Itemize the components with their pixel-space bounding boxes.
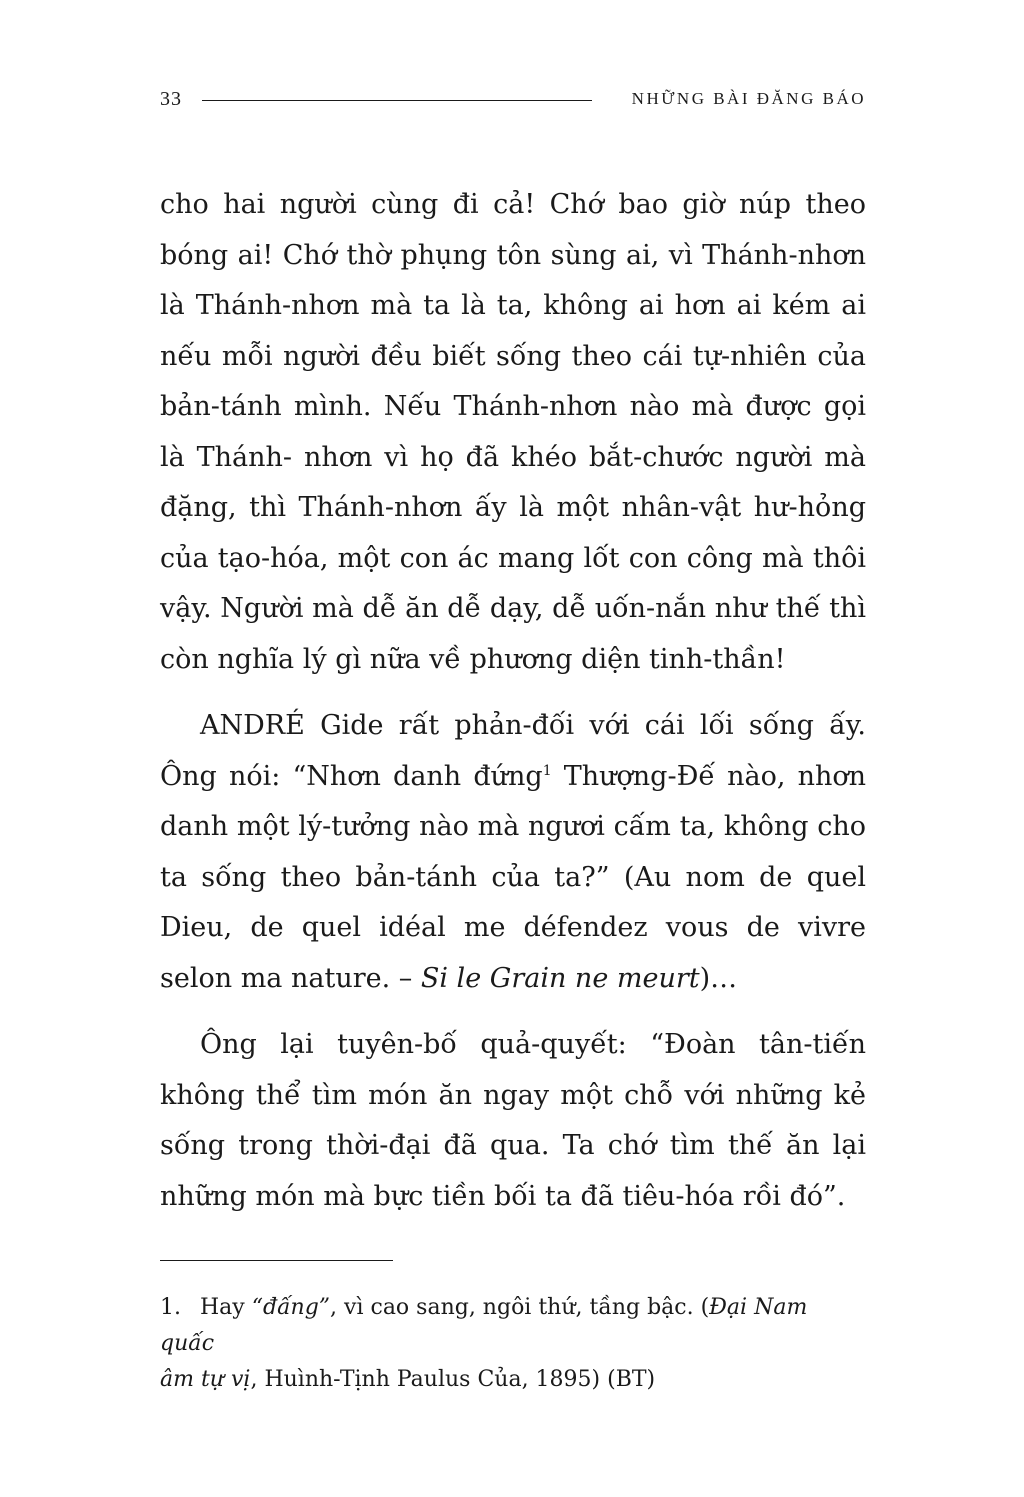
footnote-separator	[160, 1260, 393, 1261]
paragraph-3: Ông lại tuyên-bố quả-quyết: “Đoàn tân-tiến không thể tìm món ăn ngay một chỗ với những kẻ sống trong thời-đại đã qua. Ta chớ tìm thế ăn lại những món mà bực tiền bối ta đã tiêu-hóa rồi đó”.	[160, 1029, 866, 1212]
paragraph-2-text-c: )…	[699, 962, 738, 994]
paragraph-2-text-b: Thượng-Đế nào, nhơn danh một lý-tưởng nào mà ngươi cấm ta, không cho ta sống theo bản-tánh của ta?” (Au nom de quel Dieu, de quel idéal me défendez vous de vivre selon ma nature. –	[160, 760, 866, 994]
main-text	[160, 180, 866, 1238]
footnote-number: 1.	[160, 1295, 181, 1320]
footnote-quoted-word: “đấng”	[251, 1295, 331, 1320]
footnote-text-c: , Huình-Tịnh Paulus Của, 1895) (BT)	[250, 1367, 656, 1392]
page-number: 33	[160, 87, 182, 110]
running-title: NHỮNG BÀI ĐĂNG BÁO	[631, 89, 866, 108]
footnote	[160, 1290, 866, 1398]
paragraph-2	[160, 701, 866, 1004]
footnote-continuation	[160, 1362, 866, 1398]
header-rule	[202, 100, 592, 101]
paragraph-1: cho hai người cùng đi cả! Chớ bao giờ núp theo bóng ai! Chớ thờ phụng tôn sùng ai, vì Thánh-nhơn là Thánh-nhơn mà ta là ta, không ai hơn ai kém ai nếu mỗi người đều biết sống theo cái tự-nhiên của bản-tánh mình. Nếu Thánh-nhơn nào mà được gọi là Thánh- nhơn vì họ đã khéo bắt-chước người mà đặng, thì Thánh-nhơn ấy là một nhân-vật hư-hỏng của tạo-hóa, một con ác mang lốt con công mà thôi vậy. Người mà dễ ăn dễ dạy, dễ uốn-nắn như thế thì còn nghĩa lý gì nữa về phương diện tinh-thần!	[160, 189, 866, 675]
footnote-text-b: , vì cao sang, ngôi thứ, tầng bậc. (	[330, 1295, 710, 1320]
footnote-source-title-2: âm tự vị	[160, 1367, 251, 1392]
footnote-source-title-1: Đại Nam quấc	[160, 1295, 808, 1356]
page-header	[160, 84, 866, 114]
book-title-italic: Si le Grain ne meurt	[420, 962, 700, 994]
footnote-reference: 1	[542, 762, 552, 779]
paragraph-2-text-a: ANDRÉ Gide rất phản-đối với cái lối sống ấy. Ông nói: “Nhơn danh đứng	[160, 710, 866, 792]
footnote-text-a: Hay	[200, 1295, 252, 1320]
